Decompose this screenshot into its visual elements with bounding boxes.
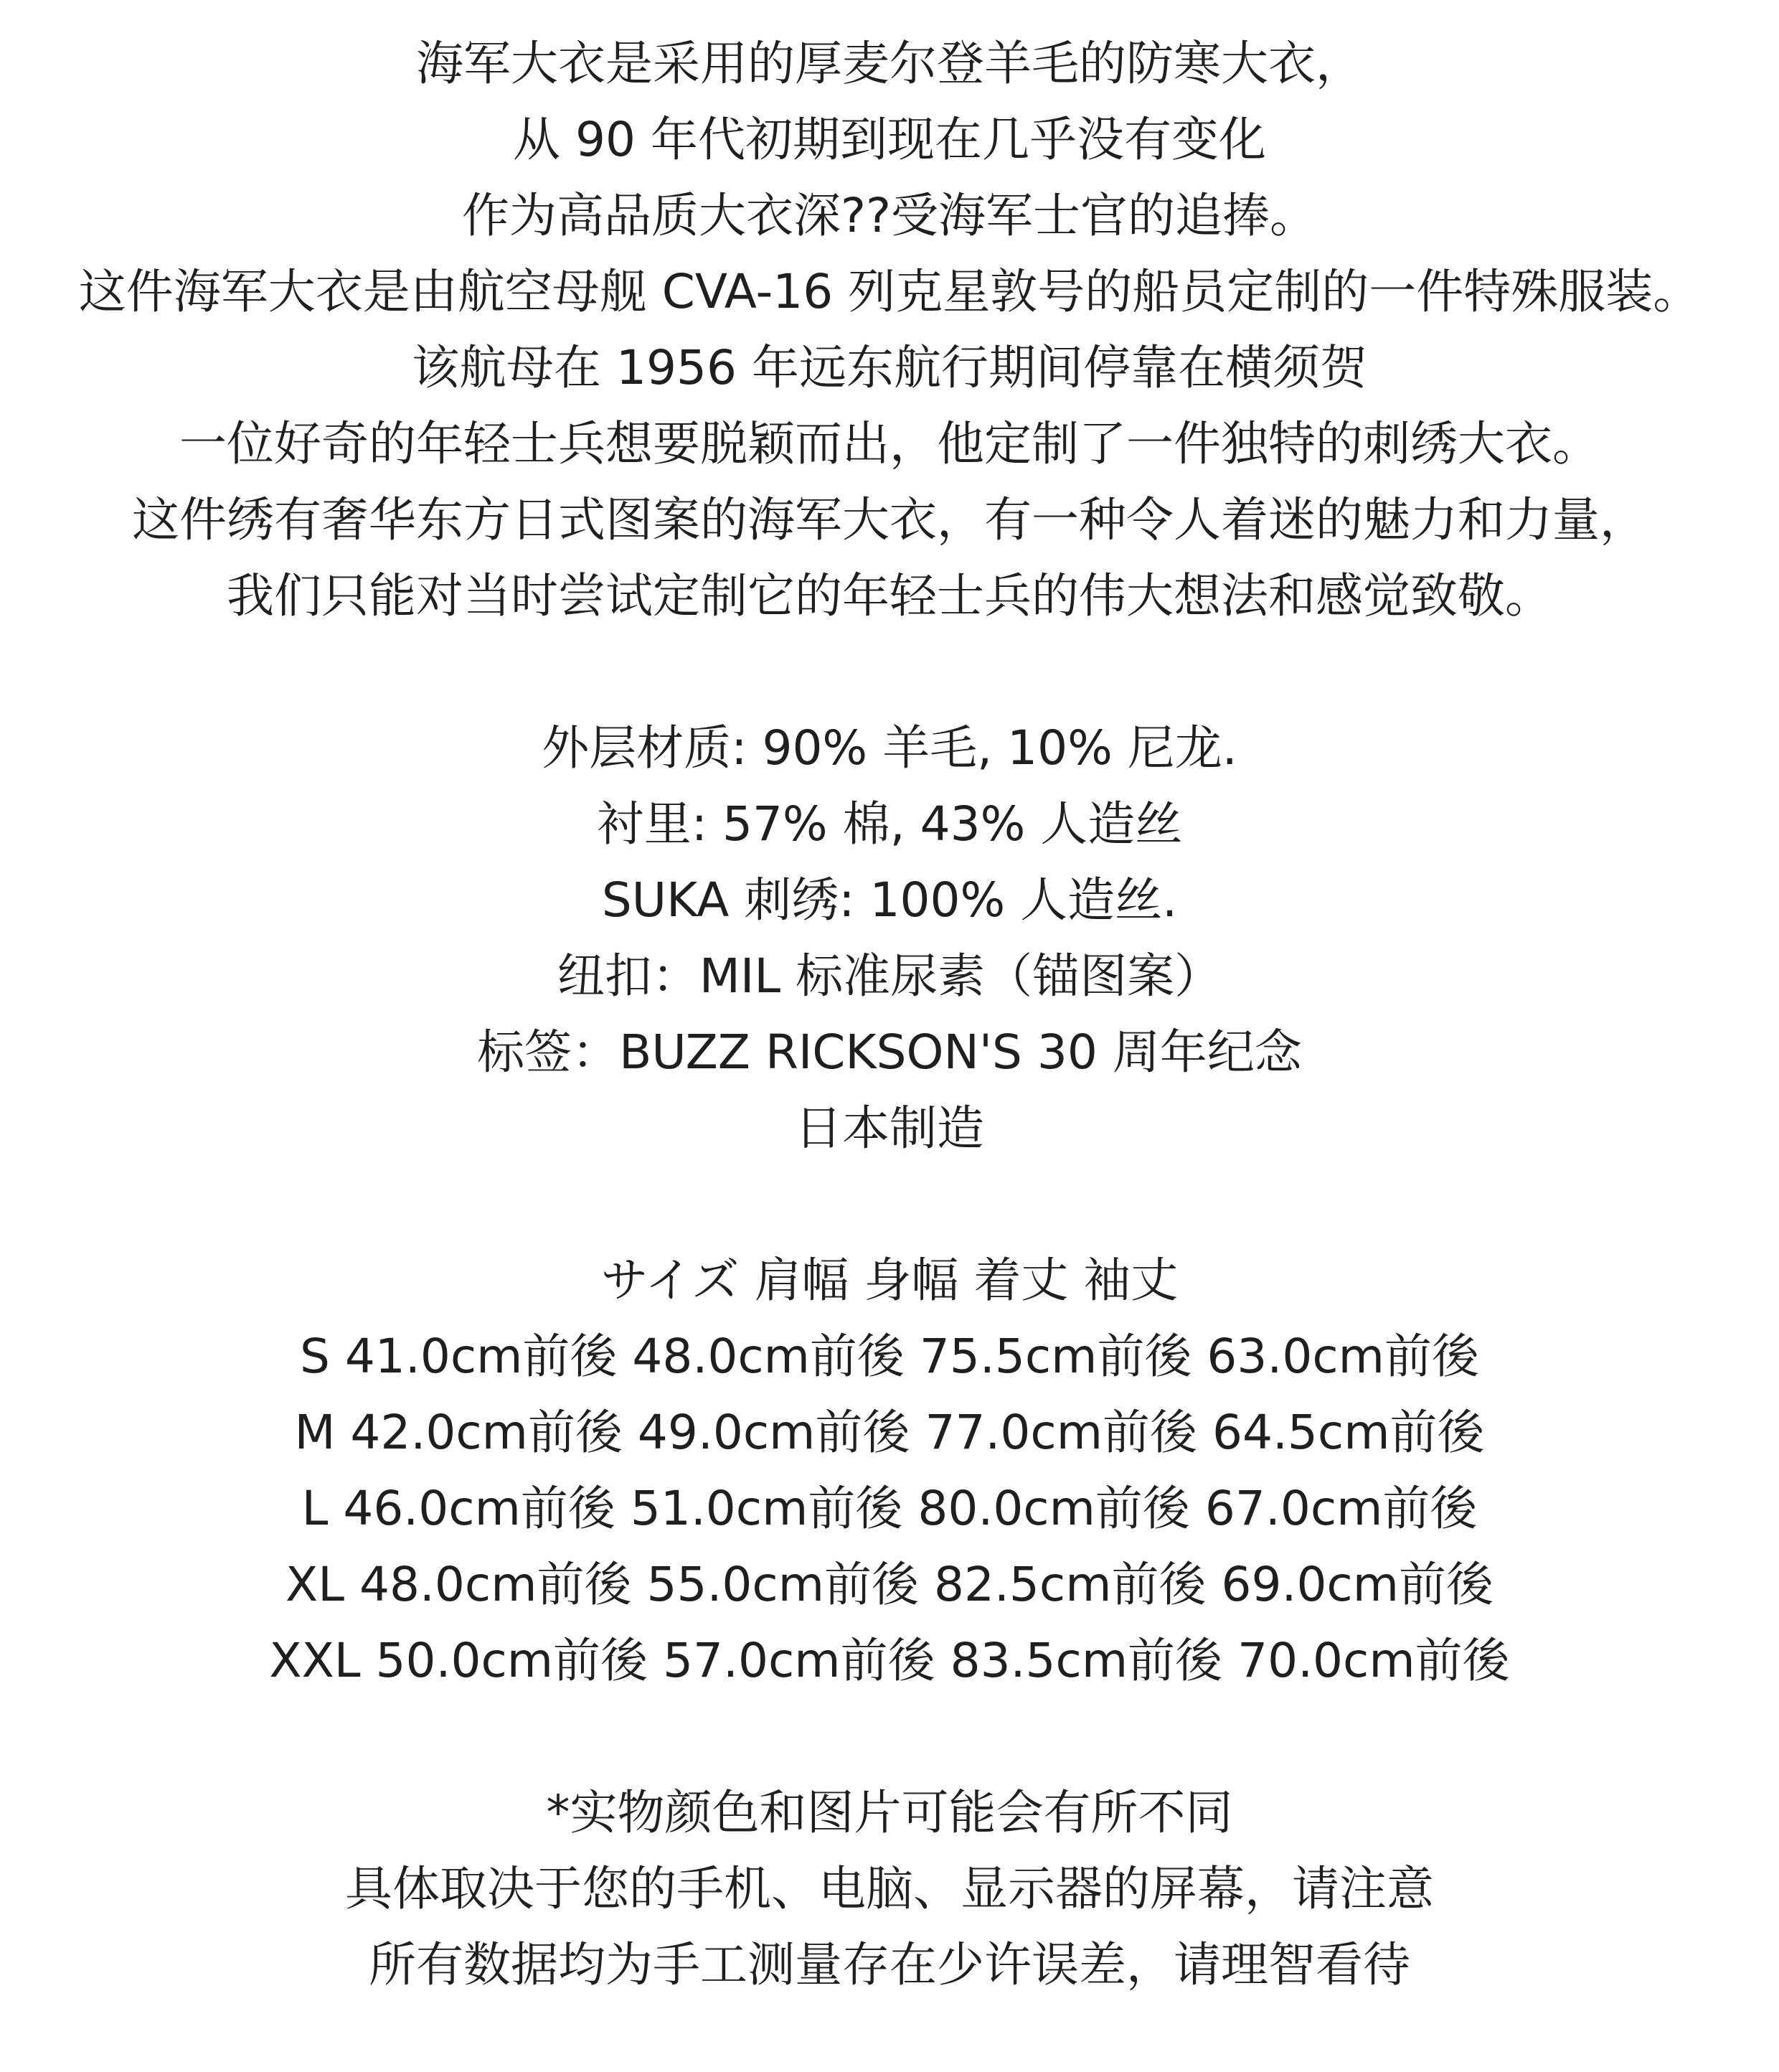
spec-buttons: 纽扣：MIL 标准尿素（锚图案）: [557, 948, 1222, 1004]
section-spacer: [0, 634, 1779, 710]
note-screen-dependent: 具体取决于您的手机、电脑、显示器的屏幕，请注意: [345, 1861, 1434, 1916]
description-line-2: 从 90 年代初期到现在几乎没有变化: [513, 112, 1266, 167]
description-line-7: 这件绣有奢华东方日式图案的海军大衣，有一种令人着迷的魅力和力量，: [132, 492, 1647, 547]
specs-block: [0, 710, 1779, 1167]
notes-block: [0, 1775, 1779, 2003]
size-chart: [0, 1243, 1779, 1699]
spec-lining: 衬里: 57% 棉, 43% 人造丝: [596, 796, 1183, 852]
spec-embroidery: SUKA 刺绣: 100% 人造丝.: [601, 872, 1178, 928]
size-chart-header: サイズ 肩幅 身幅 着丈 袖丈: [600, 1253, 1179, 1308]
description-line-5: 该航母在 1956 年远东航行期间停靠在横须贺: [412, 340, 1367, 395]
size-row-l: L 46.0cm前後 51.0cm前後 80.0cm前後 67.0cm前後: [301, 1481, 1478, 1536]
size-row-s: S 41.0cm前後 48.0cm前後 75.5cm前後 63.0cm前後: [300, 1329, 1479, 1384]
description-line-8: 我们只能对当时尝试定制它的年轻士兵的伟大想法和感觉致敬。: [227, 568, 1552, 623]
description-line-1: 海军大衣是采用的厚麦尔登羊毛的防寒大衣，: [416, 36, 1363, 91]
description-block: [0, 26, 1779, 634]
description-line-4: 这件海军大衣是由航空母舰 CVA-16 列克星敦号的船员定制的一件特殊服装。: [78, 264, 1701, 319]
size-row-xxl: XXL 50.0cm前後 57.0cm前後 83.5cm前後 70.0cm前後: [269, 1633, 1510, 1688]
note-color-difference: *实物颜色和图片可能会有所不同: [546, 1785, 1233, 1840]
description-line-6: 一位好奇的年轻士兵想要脱颖而出，他定制了一件独特的刺绣大衣。: [179, 416, 1600, 471]
note-manual-measurement: 所有数据均为手工测量存在少许误差，请理智看待: [369, 1937, 1410, 1992]
spec-label: 标签：BUZZ RICKSON'S 30 周年纪念: [477, 1025, 1302, 1080]
size-row-m: M 42.0cm前後 49.0cm前後 77.0cm前後 64.5cm前後: [294, 1405, 1485, 1460]
spec-outer-material: 外层材质: 90% 羊毛, 10% 尼龙.: [542, 720, 1237, 776]
description-line-3: 作为高品质大衣深??受海军士官的追捧。: [461, 188, 1318, 243]
section-spacer: [0, 1167, 1779, 1243]
spec-made-in: 日本制造: [795, 1101, 984, 1156]
size-row-xl: XL 48.0cm前後 55.0cm前後 82.5cm前後 69.0cm前後: [285, 1557, 1494, 1612]
section-spacer: [0, 1699, 1779, 1775]
